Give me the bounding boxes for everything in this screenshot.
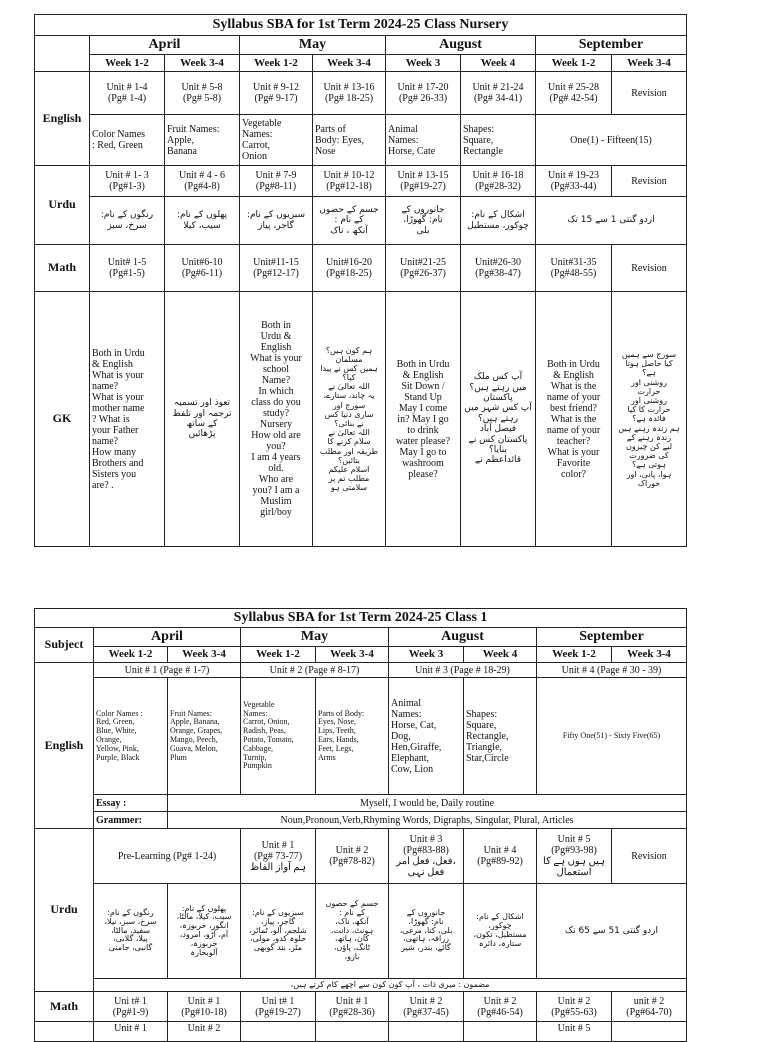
english-counting-cell: Fifty One(51) - Sixty Five(65)	[537, 678, 687, 795]
urdu-counting-cell: اردو گنتی 51 سے 65 تک	[537, 884, 687, 979]
urdu-unit-cell: Unit # 16-18 (Pg#28-32)	[461, 166, 536, 197]
urdu-unit-cell: Unit # 3 (Pg#83-88) فعل، فعل امر، فعل نہی	[389, 829, 464, 884]
subject-header: Subject	[35, 628, 94, 663]
math-unit-cell: Unit # 1 (Pg#10-18)	[168, 992, 241, 1022]
month-april: April	[94, 628, 241, 647]
gk-cell: آپ کس ملک میں رہتے ہیں؟ پاکستان آپ کس شہر میں رہتے ہیں؟ فیصل آباد پاکستان کس نے بنایا؟ قائداعظم نے	[461, 292, 536, 547]
urdu-topic-cell: اشکال کے نام: چوکور، مستطیل، تکون، ستارہ، دائرہ	[464, 884, 537, 979]
math-unit-cell: Unit # 2 (Pg#46-54)	[464, 992, 537, 1022]
english-topic-cell: Vegetable Names: Carrot, Onion, Radish, Peas, Potato, Tomato, Cabbage, Turnip, Pumpkin	[241, 678, 316, 795]
math-unit-cell: Unit# 1-5 (Pg#1-5)	[90, 245, 165, 292]
urdu-topic-cell: جانوروں کے نام: گھوڑا، بلی، کتا، مرغی، زرافہ، ہاتھی، گائے، بندر، شیر	[389, 884, 464, 979]
english-unit-cell: Unit # 9-12 (Pg# 9-17)	[240, 72, 313, 115]
english-topic-cell: Vegetable Names: Carrot, Onion	[240, 115, 313, 166]
urdu-topic-cell: پھلوں کے نام: سیب، کیلا	[165, 197, 240, 245]
class1-syllabus-table	[34, 608, 687, 1042]
urdu-unit-cell: Unit # 10-12 (Pg#12-18)	[313, 166, 386, 197]
english-unit-cell: Unit # 3 (Page # 18-29)	[389, 663, 537, 678]
gk-cell: سورج سے ہمیں کیا حاصل ہوتا ہے؟ روشنی اور حرارت روشنی اور حرارت کا کیا فائدہ ہے؟ ہم زندہ رہنے ہیں زندہ رہنے کے لیے کن چیزوں کی ضرورت ہوتی ہے؟ ہوا، پانی، اور خوراک	[612, 292, 687, 547]
english-unit-cell: Unit # 2 (Page # 8-17)	[241, 663, 389, 678]
urdu-unit-cell: Unit # 2 (Pg#78-82)	[316, 829, 389, 884]
math-revision-cell: Revision	[612, 245, 687, 292]
urdu-topic-cell: پھلوں کے نام: سیب، کیلا، مالٹا، انگور، خربوزہ، آم، آڑو، امرود، خربوزہ، آلوبخارہ	[168, 884, 241, 979]
math-unit-cell: Unit # 2 (Pg#37-45)	[389, 992, 464, 1022]
math-unit-cell: Uni t# 1 (Pg#1-9)	[94, 992, 168, 1022]
month-april: April	[90, 36, 240, 55]
next-row-cell	[464, 1022, 537, 1042]
english-unit-cell: Unit # 5-8 (Pg# 5-8)	[165, 72, 240, 115]
urdu-revision-cell: Revision	[612, 166, 687, 197]
week-header: Week 3	[386, 55, 461, 72]
english-topic-cell: Shapes: Square, Rectangle	[461, 115, 536, 166]
english-topic-cell: Color Names : Red, Green	[90, 115, 165, 166]
essay-label: Essay :	[94, 795, 168, 812]
month-september: September	[537, 628, 687, 647]
week-header: Week 3-4	[165, 55, 240, 72]
english-topic-cell: Color Names : Red, Green, Blue, White, Orange, Yellow, Pink, Purple, Black	[94, 678, 168, 795]
week-header: Week 3-4	[612, 647, 687, 663]
next-row-cell	[389, 1022, 464, 1042]
week-header: Week 1-2	[536, 55, 612, 72]
week-header: Week 1-2	[94, 647, 168, 663]
urdu-unit-cell: Unit # 1- 3 (Pg#1-3)	[90, 166, 165, 197]
gk-cell: Both in Urdu & English What is the name of your best friend? What is the name of your teacher? What is your Favorite color?	[536, 292, 612, 547]
gk-cell: Both in Urdu & English What is your name? What is your mother name ? What is your Father name? How many Brothers and Sisters you are? .	[90, 292, 165, 547]
week-header: Week 1-2	[90, 55, 165, 72]
math-unit-cell: Unit#26-30 (Pg#38-47)	[461, 245, 536, 292]
subject-gk: GK	[35, 292, 90, 547]
english-counting-cell: One(1) - Fifteen(15)	[536, 115, 687, 166]
week-header: Week 3-4	[313, 55, 386, 72]
month-september: September	[536, 36, 687, 55]
subject-english: English	[35, 663, 94, 829]
month-august: August	[386, 36, 536, 55]
english-topic-cell: Shapes: Square, Rectangle, Triangle, Star,Circle	[464, 678, 537, 795]
english-topic-cell: Fruit Names: Apple, Banana, Orange, Grapes, Mango, Peech, Guava, Melon, Plum	[168, 678, 241, 795]
english-unit-cell: Unit # 1 (Page # 1-7)	[94, 663, 241, 678]
math-unit-cell: Uni t# 1 (Pg#19-27)	[241, 992, 316, 1022]
nursery-subject-header	[35, 36, 90, 72]
next-row-cell	[612, 1022, 687, 1042]
nursery-title: Syllabus SBA for 1st Term 2024-25 Class Nursery	[35, 15, 687, 36]
urdu-topic-cell: سبزیوں کے نام: گاجر، پیاز	[240, 197, 313, 245]
month-may: May	[241, 628, 389, 647]
english-revision-cell: Revision	[612, 72, 687, 115]
week-header: Week 3-4	[316, 647, 389, 663]
urdu-unit-cell: Unit # 1 (Pg# 73-77) ہم آواز الفاظ	[241, 829, 316, 884]
english-topic-cell: Animal Names: Horse, Cat, Dog, Hen,Giraffe, Elephant, Cow, Lion	[389, 678, 464, 795]
urdu-unit-cell: Unit # 7-9 (Pg#8-11)	[240, 166, 313, 197]
month-august: August	[389, 628, 537, 647]
essay-topics: Myself, I would be, Daily routine	[168, 795, 687, 812]
math-unit-cell: Unit#16-20 (Pg#18-25)	[313, 245, 386, 292]
math-unit-cell: Unit # 2 (Pg#55-63)	[537, 992, 612, 1022]
subject-urdu: Urdu	[35, 829, 94, 992]
urdu-unit-cell: Unit # 5 (Pg#93-98) ہیں ہوں ہے کا استعمال	[537, 829, 612, 884]
urdu-unit-cell: Unit # 13-15 (Pg#19-27)	[386, 166, 461, 197]
urdu-unit-cell: Unit # 4 - 6 (Pg#4-8)	[165, 166, 240, 197]
urdu-essay-row: مضمون : میری ذات ، آپ کون کون سے اچھے کام کرتے ہیں،	[94, 979, 687, 992]
math-unit-cell: unit # 2 (Pg#64-70)	[612, 992, 687, 1022]
next-row-cell	[316, 1022, 389, 1042]
next-subject-cell	[35, 1022, 94, 1042]
math-unit-cell: Unit#31-35 (Pg#48-55)	[536, 245, 612, 292]
next-row-cell: Unit # 5	[537, 1022, 612, 1042]
week-header: Week 1-2	[537, 647, 612, 663]
urdu-topic-cell: سبزیوں کے نام: گاجر، پیاز، شلجم، آلو، ٹماٹر، حلوہ کدو، مولی، مٹر، بند گوبھی	[241, 884, 316, 979]
urdu-topic-cell: جسم کے حصوں کے نام : آنکھ، ناک، ہونٹ، دانت، کان، ہاتھ، ٹانگ، پاؤں، بازو،	[316, 884, 389, 979]
english-unit-cell: Unit # 13-16 (Pg# 18-25)	[313, 72, 386, 115]
week-header: Week 1-2	[241, 647, 316, 663]
english-unit-cell: Unit # 4 (Page # 30 - 39)	[537, 663, 687, 678]
next-row-cell: Unit # 1	[94, 1022, 168, 1042]
math-unit-cell: Unit # 1 (Pg#28-36)	[316, 992, 389, 1022]
month-may: May	[240, 36, 386, 55]
urdu-counting-cell: اردو گنتی 1 سے 15 تک	[536, 197, 687, 245]
english-topic-cell: Parts of Body: Eyes, Nose	[313, 115, 386, 166]
subject-math: Math	[35, 245, 90, 292]
urdu-topic-cell: اشکال کے نام: چوکور، مستطیل	[461, 197, 536, 245]
math-unit-cell: Unit#6-10 (Pg#6-11)	[165, 245, 240, 292]
gk-cell: ہم کون ہیں؟ مسلمان ہمیں کس نے پیدا کیا؟ اللہ تعالیٰ نے یہ چاند، ستارے، سورج اور ساری دنیا کس نے بنائی؟ اللہ تعالیٰ نے سلام کرنے کا طریقہ اور مطلب بتائیں؟ اسلام علیکم مطلب تم پر سلامتی ہو	[313, 292, 386, 547]
urdu-topic-cell: رنگوں کے نام: سرخ، سبز	[90, 197, 165, 245]
next-row-cell	[241, 1022, 316, 1042]
math-unit-cell: Unit#21-25 (Pg#26-37)	[386, 245, 461, 292]
next-row-cell: Unit # 2	[168, 1022, 241, 1042]
urdu-topic-cell: رنگوں کے نام: سرخ، سبز، نیلا، سفید، مالٹا، پیلا، گلابی، گانبی، جامنی	[94, 884, 168, 979]
week-header: Week 3	[389, 647, 464, 663]
week-header: Week 4	[464, 647, 537, 663]
gk-cell: Both in Urdu & English What is your school Name? In which class do you study? Nursery How old are you? I am 4 years old. Who are you? I am a Muslim girl/boy	[240, 292, 313, 547]
subject-math: Math	[35, 992, 94, 1022]
subject-english: English	[35, 72, 90, 166]
grammar-label: Grammer:	[94, 812, 168, 829]
week-header: Week 3-4	[612, 55, 687, 72]
urdu-topic-cell: جانوروں کے نام: گھوڑا، بلی	[386, 197, 461, 245]
gk-cell: Both in Urdu & English Sit Down / Stand Up May I come in? May I go to drink water please? May I go to washroom please?	[386, 292, 461, 547]
english-unit-cell: Unit # 17-20 (Pg# 26-33)	[386, 72, 461, 115]
english-topic-cell: Fruit Names: Apple, Banana	[165, 115, 240, 166]
gk-cell: تعوذ اور تسمیہ ترجمہ اور تلفظ کے ساتھ پڑھائیں	[165, 292, 240, 547]
grammar-topics: Noun,Pronoun,Verb,Rhyming Words, Digraphs, Singular, Plural, Articles	[168, 812, 687, 829]
english-topic-cell: Parts of Body: Eyes, Nose, Lips, Teeth, Ears, Hands, Feet, Legs, Arms	[316, 678, 389, 795]
week-header: Week 4	[461, 55, 536, 72]
math-unit-cell: Unit#11-15 (Pg#12-17)	[240, 245, 313, 292]
english-topic-cell: Animal Names: Horse, Cate	[386, 115, 461, 166]
urdu-unit-cell: Unit # 4 (Pg#89-92)	[464, 829, 537, 884]
urdu-prelearning-cell: Pre-Learning (Pg# 1-24)	[94, 829, 241, 884]
urdu-unit-cell: Unit # 19-23 (Pg#33-44)	[536, 166, 612, 197]
urdu-revision-cell: Revision	[612, 829, 687, 884]
english-unit-cell: Unit # 21-24 (Pg# 34-41)	[461, 72, 536, 115]
week-header: Week 3-4	[168, 647, 241, 663]
urdu-topic-cell: جسم کے حصوں کے نام : آنکھ ، ناک	[313, 197, 386, 245]
english-unit-cell: Unit # 25-28 (Pg# 42-54)	[536, 72, 612, 115]
subject-urdu: Urdu	[35, 166, 90, 245]
english-unit-cell: Unit # 1-4 (Pg# 1-4)	[90, 72, 165, 115]
week-header: Week 1-2	[240, 55, 313, 72]
nursery-syllabus-table	[34, 14, 687, 547]
class1-title: Syllabus SBA for 1st Term 2024-25 Class 1	[35, 609, 687, 628]
